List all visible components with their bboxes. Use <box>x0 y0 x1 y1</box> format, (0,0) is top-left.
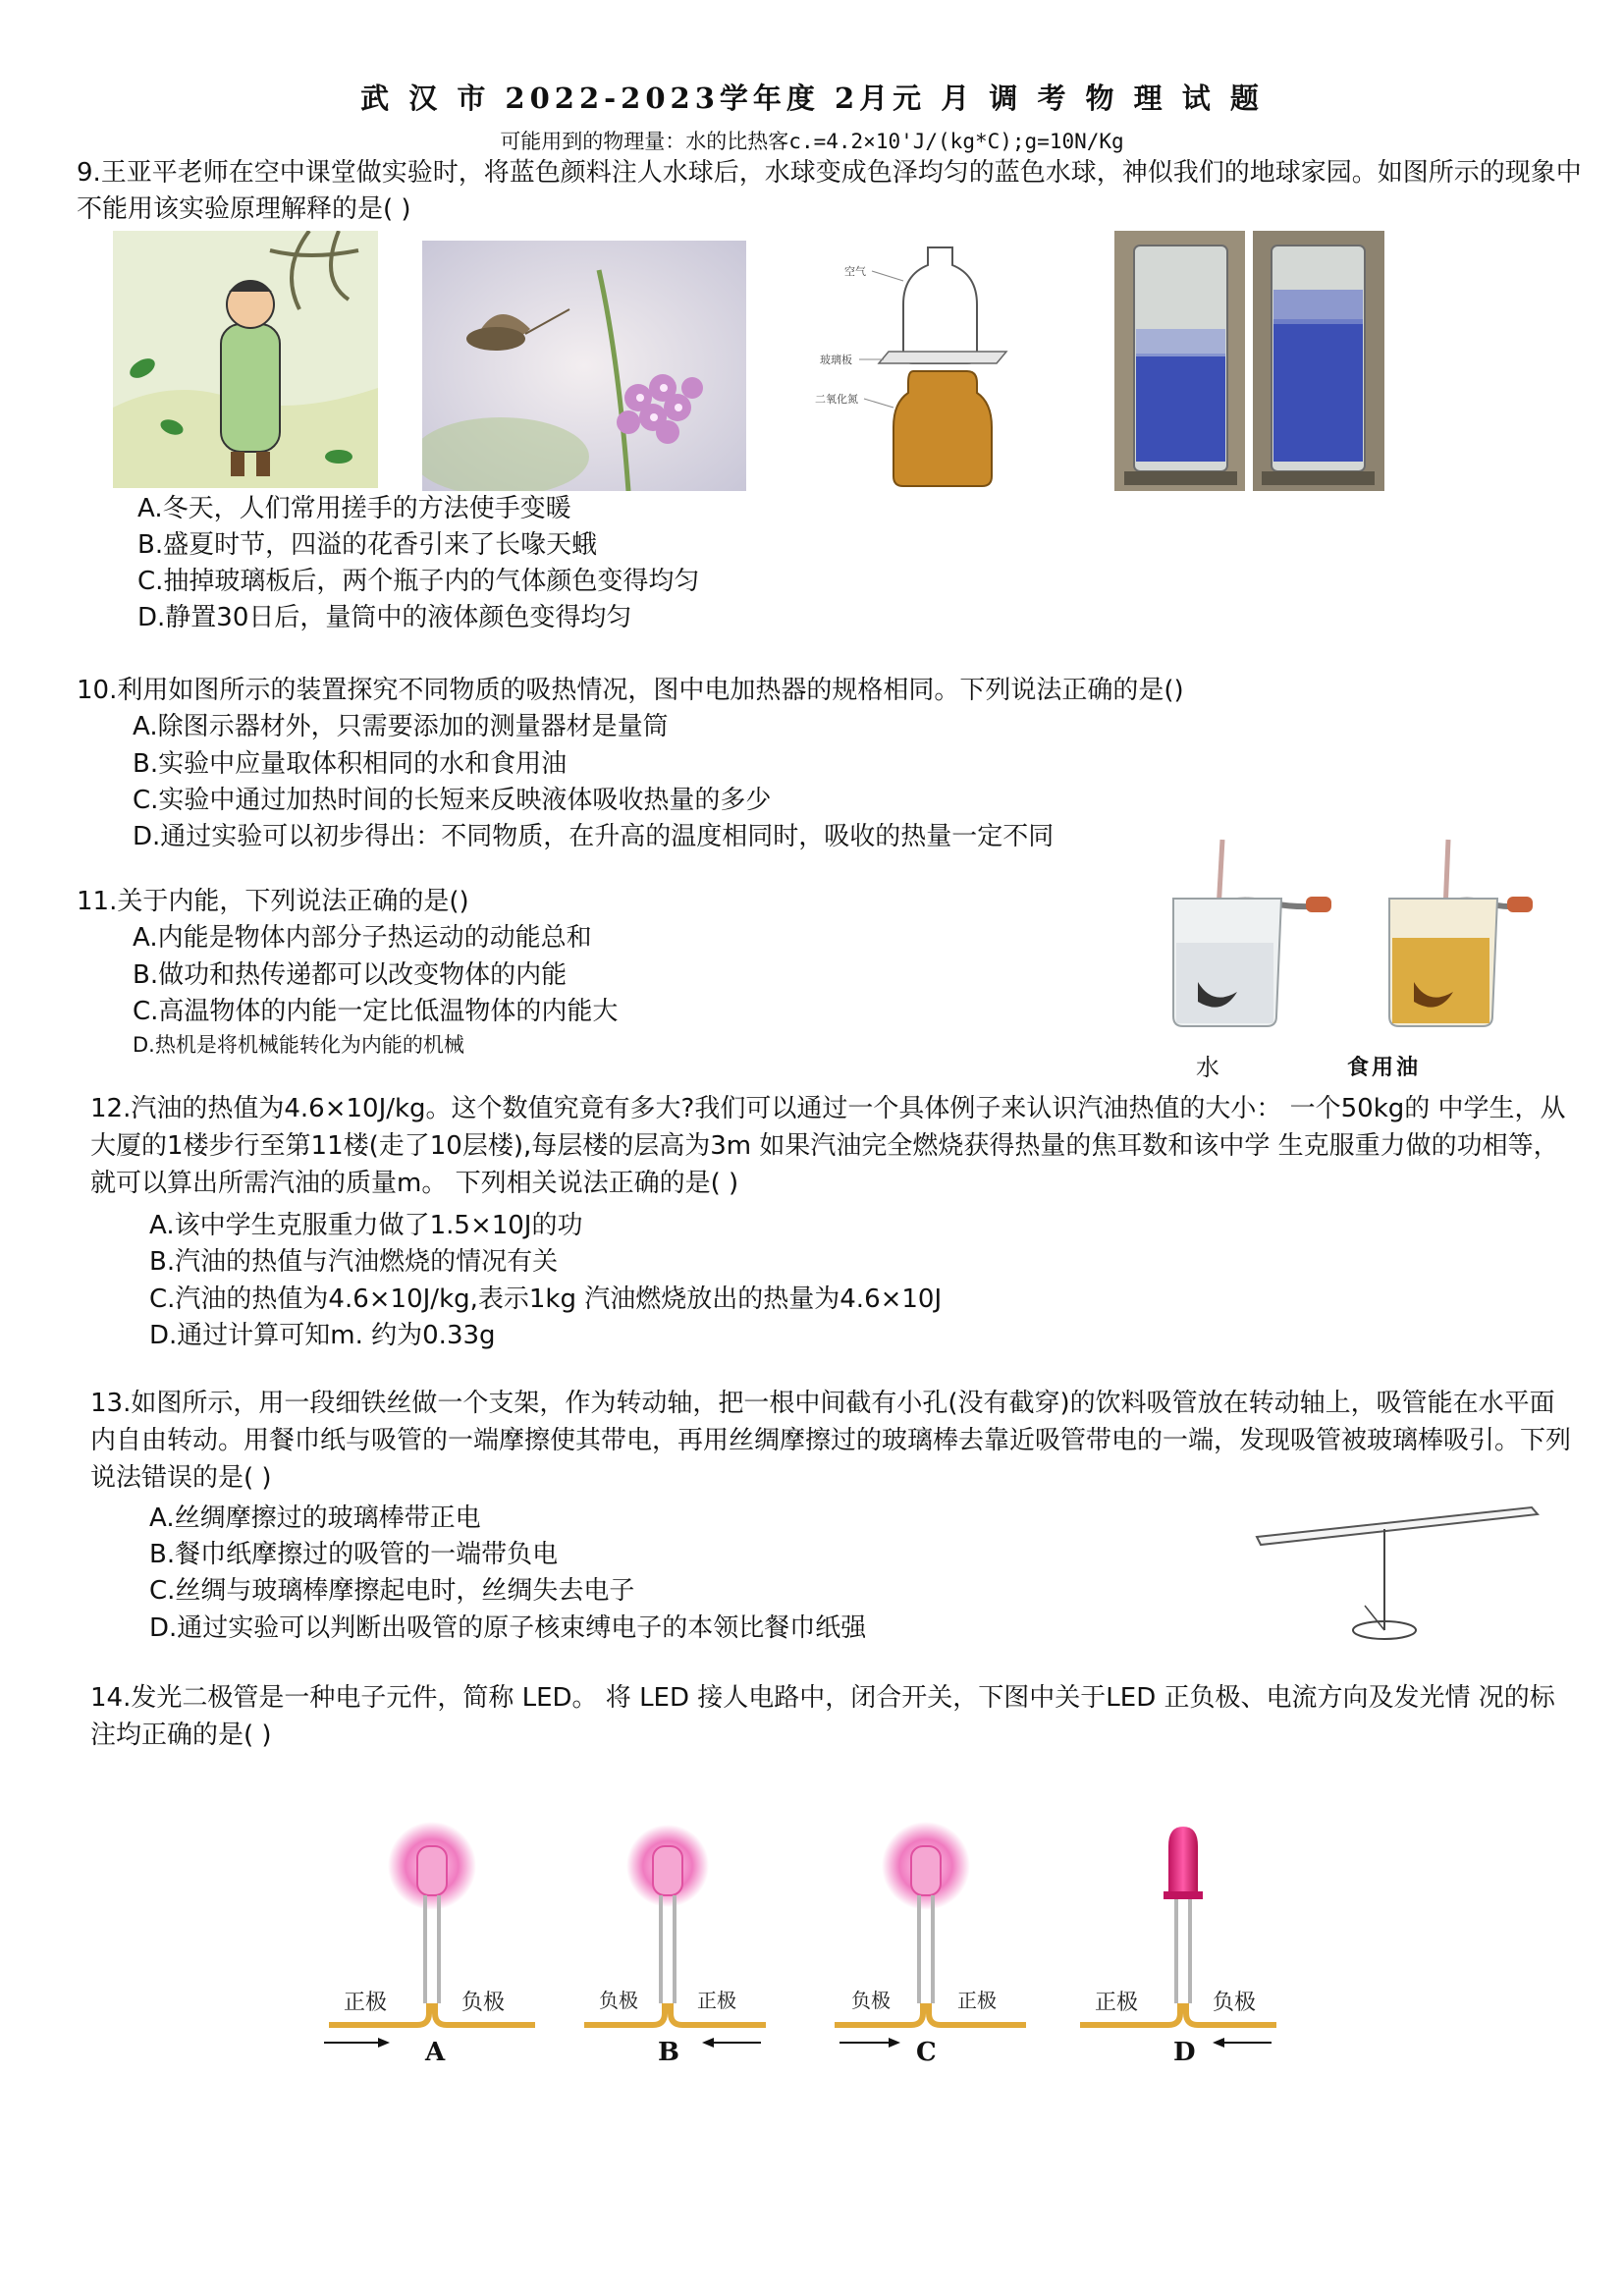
label-water: 水 <box>1196 1054 1219 1081</box>
q14-stem: 14.发光二极管是一种电子元件，简称 LED。 将 LED 接人电路中，闭合开关，下图中关于LED 正负极、电流方向及发光情 况的标注均正确的是( ) <box>90 1683 1555 1750</box>
label-no2: 二氧化氮 <box>815 393 858 406</box>
q12-option-a: A.该中学生克服重力做了1.5×10J的功 <box>149 1211 583 1240</box>
led-d-right-label: 负极 <box>1213 1991 1257 2015</box>
q13-stem: 13.如图所示，用一段细铁丝做一个支架，作为转动轴，把一根中间截有小孔(没有截穿)的饮料吸管放在转动轴上，吸管能在水平面内自由转动。用餐巾纸与吸管的一端摩擦使其带电，再用丝绸摩擦过的玻璃棒去靠近吸管带电的一端，发现吸管被玻璃棒吸引。下列说法错误的是( ) <box>90 1389 1572 1493</box>
q10-stem: 10.利用如图所示的装置探究不同物质的吸热情况，图中电加热器的规格相同。下列说法正确的是() <box>77 676 1184 705</box>
physical-constants: 可能用到的物理量：水的比热客c.=4.2×10'J/(kg*C);g=10N/Kg <box>500 130 1124 153</box>
led-b-right-label: 正极 <box>697 1989 736 2012</box>
label-cooking-oil: 食用油 <box>1347 1056 1422 1080</box>
q10-option-b: B.实验中应量取体积相同的水和食用油 <box>133 749 568 779</box>
q10-option-d: D.通过实验可以初步得出：不同物质，在升高的温度相同时，吸收的热量一定不同 <box>133 822 1055 851</box>
led-b-left-label: 负极 <box>599 1989 638 2012</box>
gas-diffusion-bottles-figure <box>785 236 1011 491</box>
beakers-figure <box>1144 835 1537 1046</box>
q10-option-c: C.实验中通过加热时间的长短来反映液体吸收热量的多少 <box>133 786 772 815</box>
q12-option-c: C.汽油的热值为4.6×10J/kg,表示1kg 汽油燃烧放出的热量为4.6×10J <box>149 1284 943 1314</box>
q11-option-a: A.内能是物体内部分子热运动的动能总和 <box>133 923 592 953</box>
led-c-left-label: 负极 <box>851 1989 891 2012</box>
led-c-letter: C <box>916 2038 937 2067</box>
led-a-left-label: 正极 <box>344 1991 388 2015</box>
windy-man-image <box>113 231 378 488</box>
cylinders-diffusion-photo <box>1114 231 1384 491</box>
led-a-letter: A <box>425 2038 446 2067</box>
led-figures <box>319 1807 1301 2131</box>
q12-option-b: B.汽油的热值与汽油燃烧的情况有关 <box>149 1247 559 1277</box>
straw-stand-figure <box>1247 1488 1546 1650</box>
label-glass-plate: 玻璃板 <box>820 354 852 366</box>
led-b-letter: B <box>658 2038 679 2067</box>
q13-option-c: C.丝绸与玻璃棒摩擦起电时，丝绸失去电子 <box>149 1576 635 1606</box>
q12-stem: 12.汽油的热值为4.6×10J/kg。这个数值究竟有多大?我们可以通过一个具体例子来认识汽油热值的大小： 一个50kg的 中学生，从大厦的1楼步行至第11楼(走了10层楼),每层楼的层高为3m 如果汽油完全燃烧获得热量的焦耳数和该中学 生克服重力做的功相等，就可以算出所需汽油的质量m。 下列相关说法正确的是( ) <box>90 1094 1566 1198</box>
q13-option-d: D.通过实验可以判断出吸管的原子核束缚电子的本领比餐巾纸强 <box>149 1613 867 1643</box>
q9-option-b: B.盛夏时节，四溢的花香引来了长喙天蛾 <box>137 530 598 560</box>
led-c <box>835 1822 1026 2067</box>
q11-stem: 11.关于内能，下列说法正确的是() <box>77 887 469 916</box>
led-a <box>324 1822 535 2067</box>
q9-option-a: A.冬天，人们常用搓手的方法使手变暖 <box>137 494 571 523</box>
hawkmoth-flower-image <box>422 241 746 491</box>
q9-option-d: D.静置30日后，量筒中的液体颜色变得均匀 <box>137 603 632 632</box>
q13-option-b: B.餐巾纸摩擦过的吸管的一端带负电 <box>149 1540 559 1569</box>
led-c-right-label: 正极 <box>957 1989 997 2012</box>
q11-option-d: D.热机是将机械能转化为内能的机械 <box>133 1033 464 1057</box>
led-d <box>1080 1827 1276 2067</box>
q9-option-c: C.抽掉玻璃板后，两个瓶子内的气体颜色变得均匀 <box>137 567 700 596</box>
q10-option-a: A.除图示器材外，只需要添加的测量器材是量筒 <box>133 712 669 741</box>
led-a-right-label: 负极 <box>461 1991 506 2015</box>
led-d-left-label: 正极 <box>1095 1991 1139 2015</box>
q11-option-b: B.做功和热传递都可以改变物体的内能 <box>133 960 568 990</box>
led-d-letter: D <box>1173 2038 1196 2067</box>
q12-option-d: D.通过计算可知m. 约为0.33g <box>149 1321 496 1350</box>
page-title: 武 汉 市 2022-2023学年度 2月元 月 调 考 物 理 试 题 <box>360 82 1264 115</box>
q13-option-a: A.丝绸摩擦过的玻璃棒带正电 <box>149 1503 481 1533</box>
led-b <box>584 1825 766 2067</box>
q9-stem: 9.王亚平老师在空中课堂做实验时，将蓝色颜料注人水球后，水球变成色泽均匀的蓝色水球，神似我们的地球家园。如图所示的现象中不能用该实验原理解释的是( ) <box>77 158 1582 224</box>
label-air: 空气 <box>844 265 866 278</box>
q11-option-c: C.高温物体的内能一定比低温物体的内能大 <box>133 997 619 1026</box>
